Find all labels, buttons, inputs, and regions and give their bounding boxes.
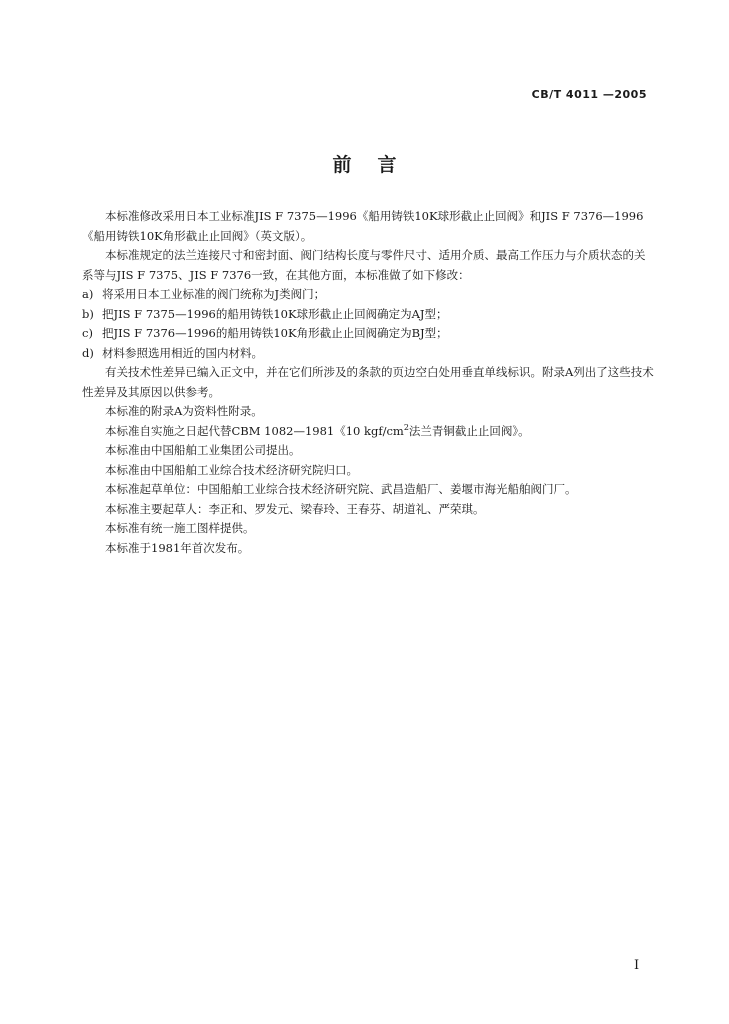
list-item xyxy=(82,344,654,364)
paragraph-modifications: 本标准规定的法兰连接尺寸和密封面、阀门结构长度与零件尺寸、适用介质、最高工作压力与介质状态的关系等与JIS F 7375、JIS F 7376一致，在其他方面，本标准做了如下修改： xyxy=(82,248,646,282)
page-number: I xyxy=(634,958,640,973)
list-item-text: 把JIS F 7376—1996的船用铸铁10K角形截止止回阀确定为BJ型； xyxy=(102,326,448,340)
replacement-text-end: 法兰青铜截止止回阀》。 xyxy=(408,423,530,438)
list-marker: c) xyxy=(82,326,93,340)
replacement-text-start: 本标准自实施之日起代替CBM 1082—1981《10 kgf/cm xyxy=(105,423,404,438)
paragraph-adoption: 本标准修改采用日本工业标准JIS F 7375—1996《船用铸铁10K球形截止止回阀》和JIS F 7376—1996《船用铸铁10K角形截止止回阀》（英文版）。 xyxy=(82,209,644,243)
list-marker: b) xyxy=(82,306,94,321)
paragraph-technical-differences: 有关技术性差异已编入正文中，并在它们所涉及的条款的页边空白处用垂直单线标识。附录A列出了这些技术性差异及其原因以供参考。 xyxy=(82,365,654,399)
paragraph-drafting-units: 本标准起草单位：中国船舶工业综合技术经济研究院、武昌造船厂、姜堰市海光船舶阀门厂。 xyxy=(105,482,577,496)
paragraph-replacement xyxy=(82,422,654,442)
paragraph-centralized-by: 本标准由中国船舶工业综合技术经济研究院归口。 xyxy=(105,462,358,477)
list-marker: a) xyxy=(82,287,94,301)
list-marker: d) xyxy=(82,345,94,360)
superscript-exponent: 2 xyxy=(403,422,409,432)
standard-number: CB/T 4011 —2005 xyxy=(531,88,647,101)
paragraph-drafters: 本标准主要起草人：李正和、罗发元、梁春玲、王春芬、胡道礼、严荣琪。 xyxy=(105,501,485,516)
paragraph-annex: 本标准的附录A为资料性附录。 xyxy=(105,404,263,418)
paragraph-first-issue: 本标准于1981年首次发布。 xyxy=(105,540,250,555)
list-item xyxy=(82,324,654,344)
paragraph-proposed-by: 本标准由中国船舶工业集团公司提出。 xyxy=(105,443,301,457)
list-item-text: 材料参照选用相近的国内材料。 xyxy=(102,345,263,360)
list-item xyxy=(82,305,654,325)
page-title: 前言 xyxy=(332,154,423,176)
paragraph-drawings: 本标准有统一施工图样提供。 xyxy=(105,521,255,535)
list-item-text: 将采用日本工业标准的阀门统称为J类阀门； xyxy=(102,287,326,301)
list-item xyxy=(82,285,654,305)
foreword-body xyxy=(82,207,654,558)
list-item-text: 把JIS F 7375—1996的船用铸铁10K球形截止止回阀确定为AJ型； xyxy=(102,306,448,321)
